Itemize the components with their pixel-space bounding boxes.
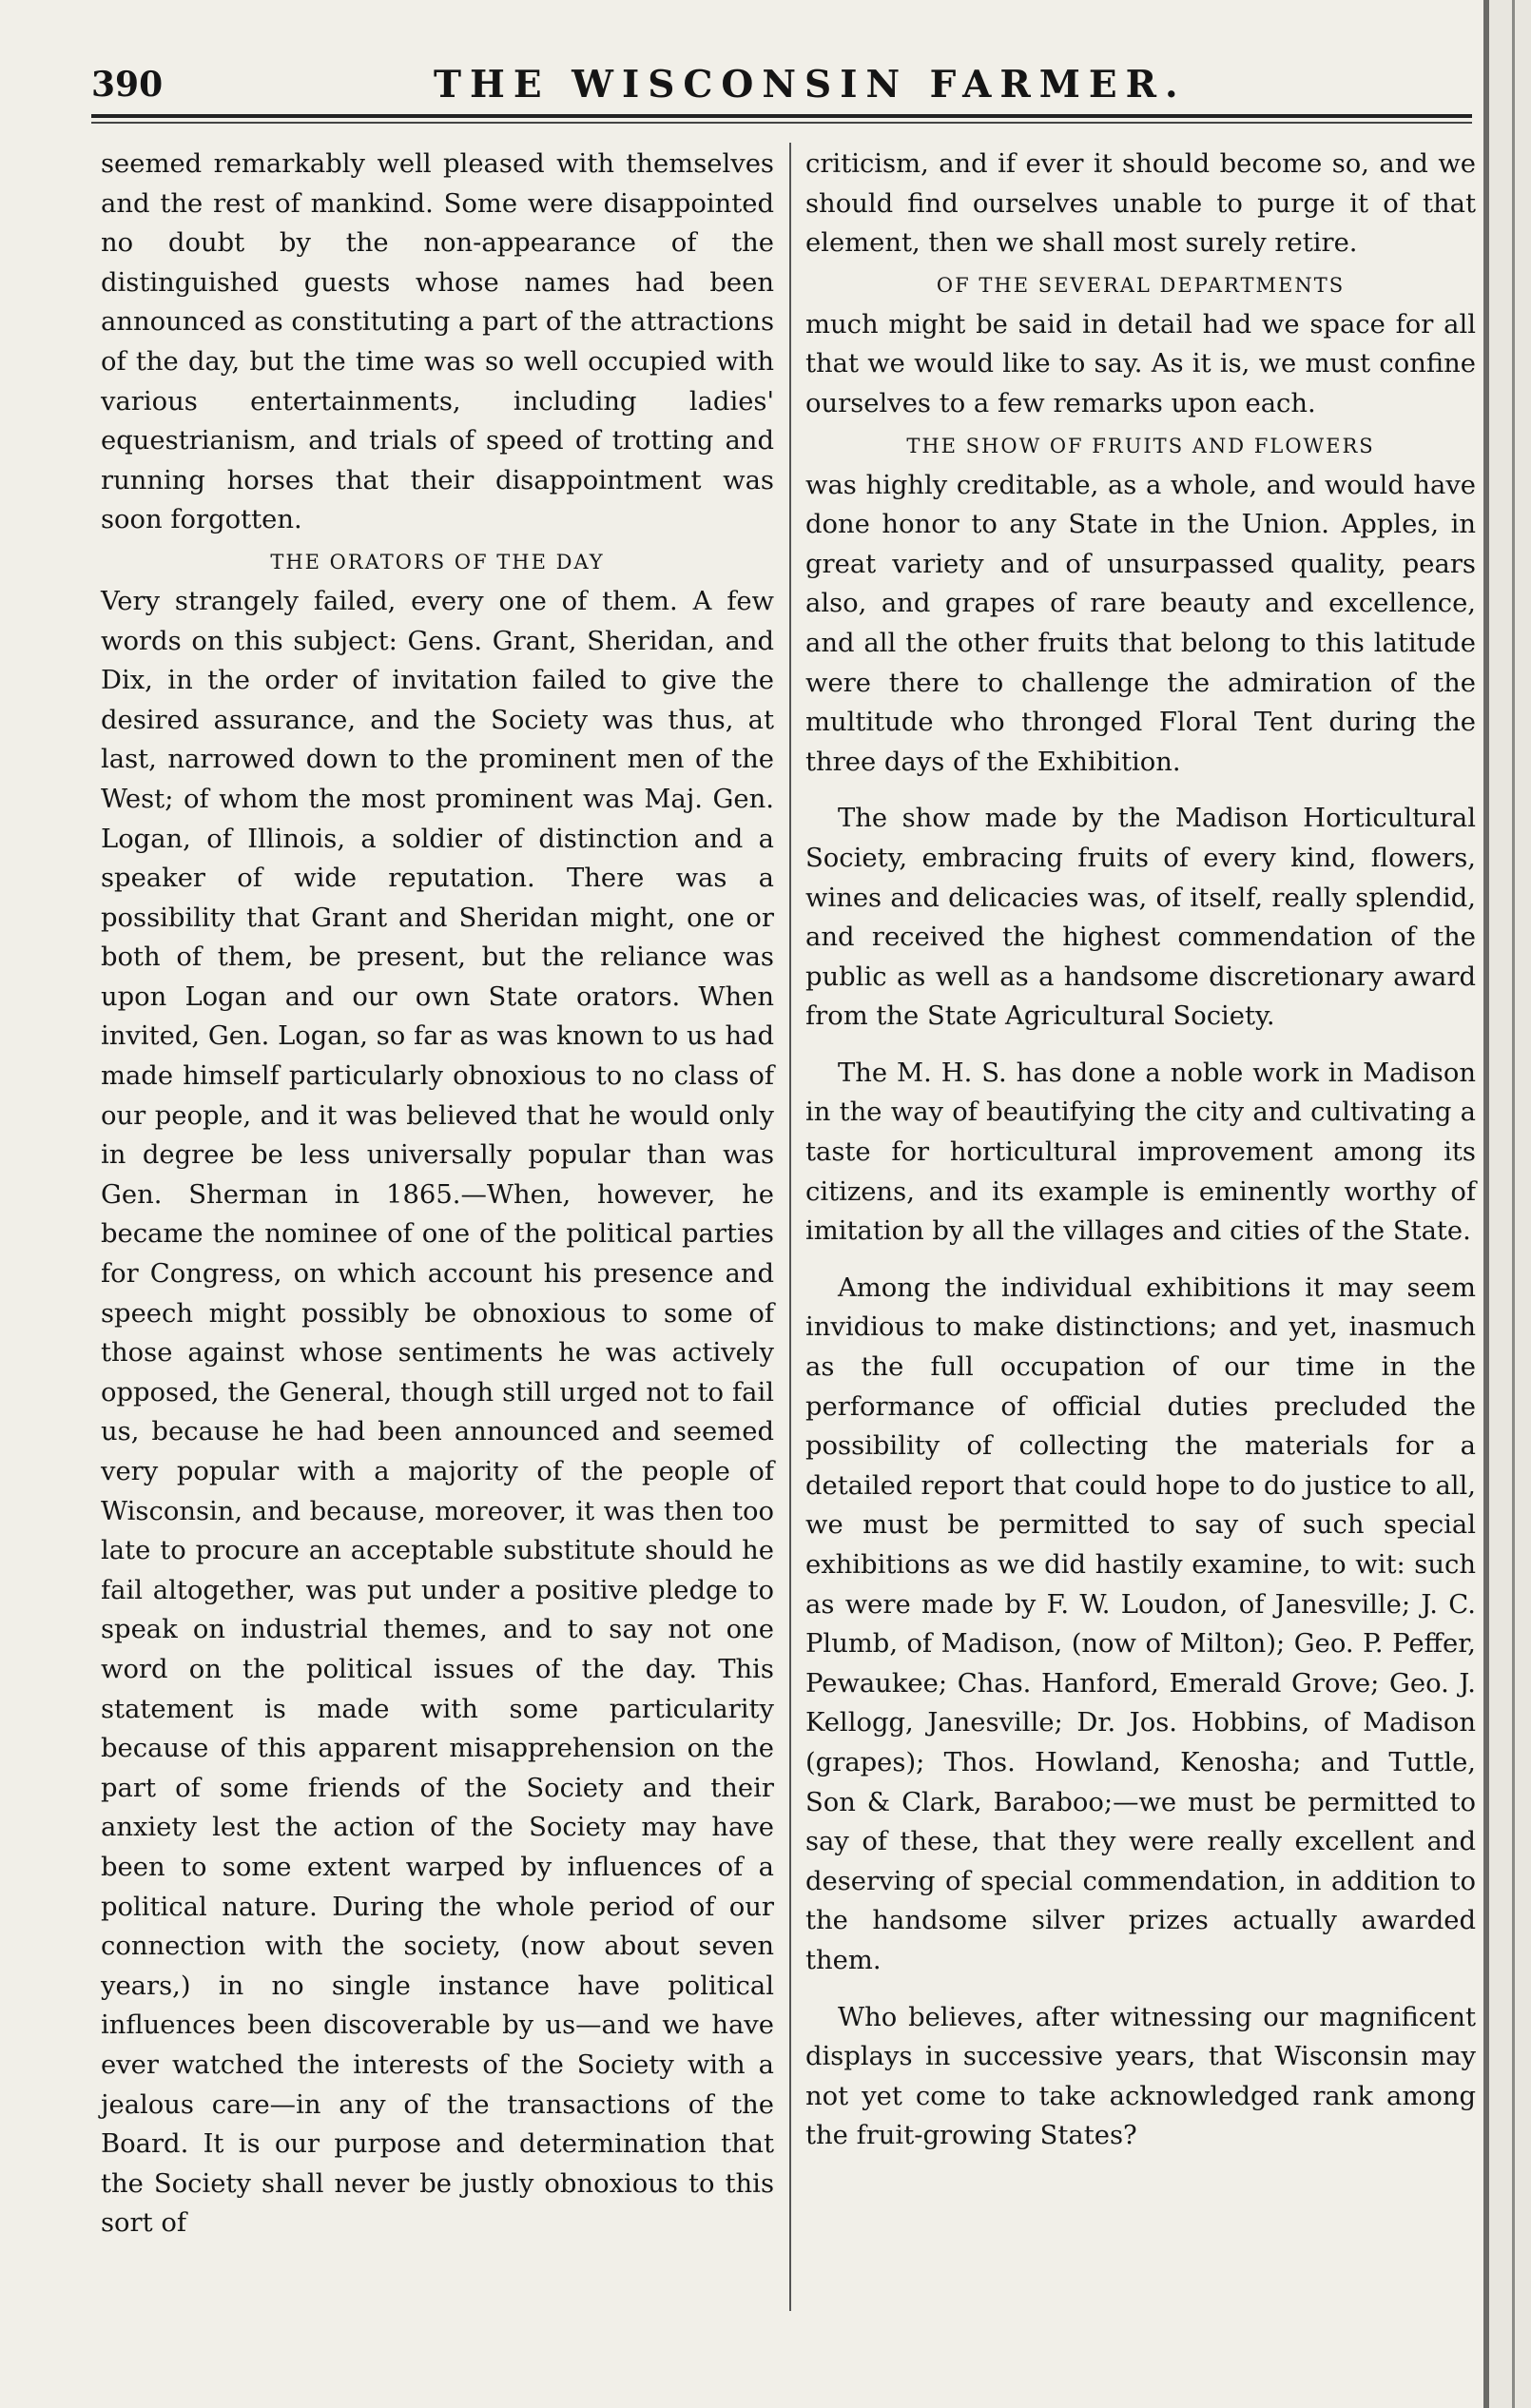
running-head: THE WISCONSIN FARMER. <box>434 63 1187 107</box>
left-paragraph-1: seemed remarkably well pleased with themselves and the rest of mankind. Some were disappointed no doubt by the non-appearance of the distinguished guests whose names had been announced as constituting a part of the attractions of the day, but the time was so well occupied with various entertainments, including ladies' equestrianism, and trials of speed of trotting and running horses that their disappointment was soon forgotten. <box>101 149 774 535</box>
page-edge-margin <box>1489 0 1531 2408</box>
right-paragraph-6: Among the individual exhibitions it may seem invidious to make distinctions; and yet, inasmuch as the full occupation of our time in the performance of official duties precluded the possibility of collecting the materials for a detailed report that could hope to do justice to all, we must be permitted to say of such special exhibitions as we did hastily examine, to wit: such as were made by F. W. Loudon, of Janesville; J. C. Plumb, of Madison, (now of Milton); Geo. P. Peffer, Pewaukee; Chas. Hanford, Emerald Grove; Geo. J. Kellogg, Janesville; Dr. Jos. Hobbins, of Madison (grapes); Thos. Howland, Kenosha; and Tuttle, Son & Clark, Baraboo;—we must be permitted to say of these, that they were really excellent and deserving of special commendation, in addition to the handsome silver prizes actually awarded them. <box>805 1272 1476 1975</box>
right-paragraph-3: was highly creditable, as a whole, and would have done honor to any State in the Union. Apples, in great variety and of unsurpassed quality, pears also, and grapes of rare beauty and excellence, and all the other fruits that belong to this latitude were there to challenge the admiration of the multitude who thronged Floral Tent during the three days of the Exhibition. <box>805 470 1476 777</box>
left-section-heading-orators: THE ORATORS OF THE DAY <box>270 550 605 573</box>
header-rule-thin <box>91 122 1472 124</box>
right-paragraph-7: Who believes, after witnessing our magnificent displays in successive years, that Wisconsin may not yet come to take acknowledged rank among the fruit-growing States? <box>805 2002 1476 2151</box>
right-paragraph-5: The M. H. S. has done a noble work in Madison in the way of beautifying the city and cultivating a taste for horticultural improvement among its citizens, and its example is eminently worthy of imitation by all the villages and cities of the State. <box>805 1058 1476 1247</box>
right-section-heading-fruits: THE SHOW OF FRUITS AND FLOWERS <box>906 434 1375 457</box>
right-paragraph-4: The show made by the Madison Horticultural Society, embracing fruits of every kind, flowers, wines and delicacies was, of itself, really splendid, and received the highest commendation of the public as well as a handsome discretionary award from the State Agricultural Society. <box>805 804 1476 1032</box>
left-paragraph-2: Very strangely failed, every one of them. A few words on this subject: Gens. Grant, Sheridan, and Dix, in the order of invitation failed to give the desired assurance, and the Society was thus, at last, narrowed down to the prominent men of the West; of whom the most prominent was Maj. Gen. Logan, of Illinois, a soldier of distinction and a speaker of wide reputation. There was a possibility that Grant and Sheridan might, one or both of them, be present, but the reliance was upon Logan and our own State orators. When invited, Gen. Logan, so far as was known to us had made himself particularly obnoxious to no class of our people, and it was believed that he would only in degree be less universally popular than was Gen. Sherman in 1865.—When, however, he became the nominee of one of the political parties for Congress, on which account his presence and speech might possibly be obnoxious to some of those against whose sentiments he was actively opposed, the General, though still urged not to fail us, because he had been announced and seemed very popular with a majority of the people of Wisconsin, and because, moreover, it was then too late to procure an acceptable substitute should he fail altogether, was put under a positive pledge to speak on industrial themes, and to say not one word on the political issues of the day. This statement is made with some particularity because of this apparent misapprehension on the part of some friends of the Society and their anxiety lest the action of the Society may have been to some extent warped by influences of a political nature. During the whole period of our connection with the society, (now about seven years,) in no single instance have political influences been discoverable by us—and we have ever watched the interests of the Society with a jealous care—in any of the transactions of the Board. It is our purpose and determination that the Society shall never be justly obnoxious to this sort of <box>101 586 774 2239</box>
right-paragraph-1: criticism, and if ever it should become so, and we should find ourselves unable to purge it of that element, then we shall most surely retire. <box>805 149 1476 259</box>
right-paragraph-2: much might be said in detail had we space for all that we would like to say. As it is, we must confine ourselves to a few remarks upon each. <box>805 309 1476 418</box>
header-rule-thick <box>91 114 1472 118</box>
page-header <box>91 55 1470 112</box>
page-number: 390 <box>91 65 164 105</box>
column-divider <box>789 143 791 2311</box>
page-edge-line <box>1512 0 1515 2408</box>
left-column <box>101 145 774 2243</box>
right-column <box>805 145 1476 2156</box>
right-section-heading-departments: OF THE SEVERAL DEPARTMENTS <box>936 273 1346 297</box>
